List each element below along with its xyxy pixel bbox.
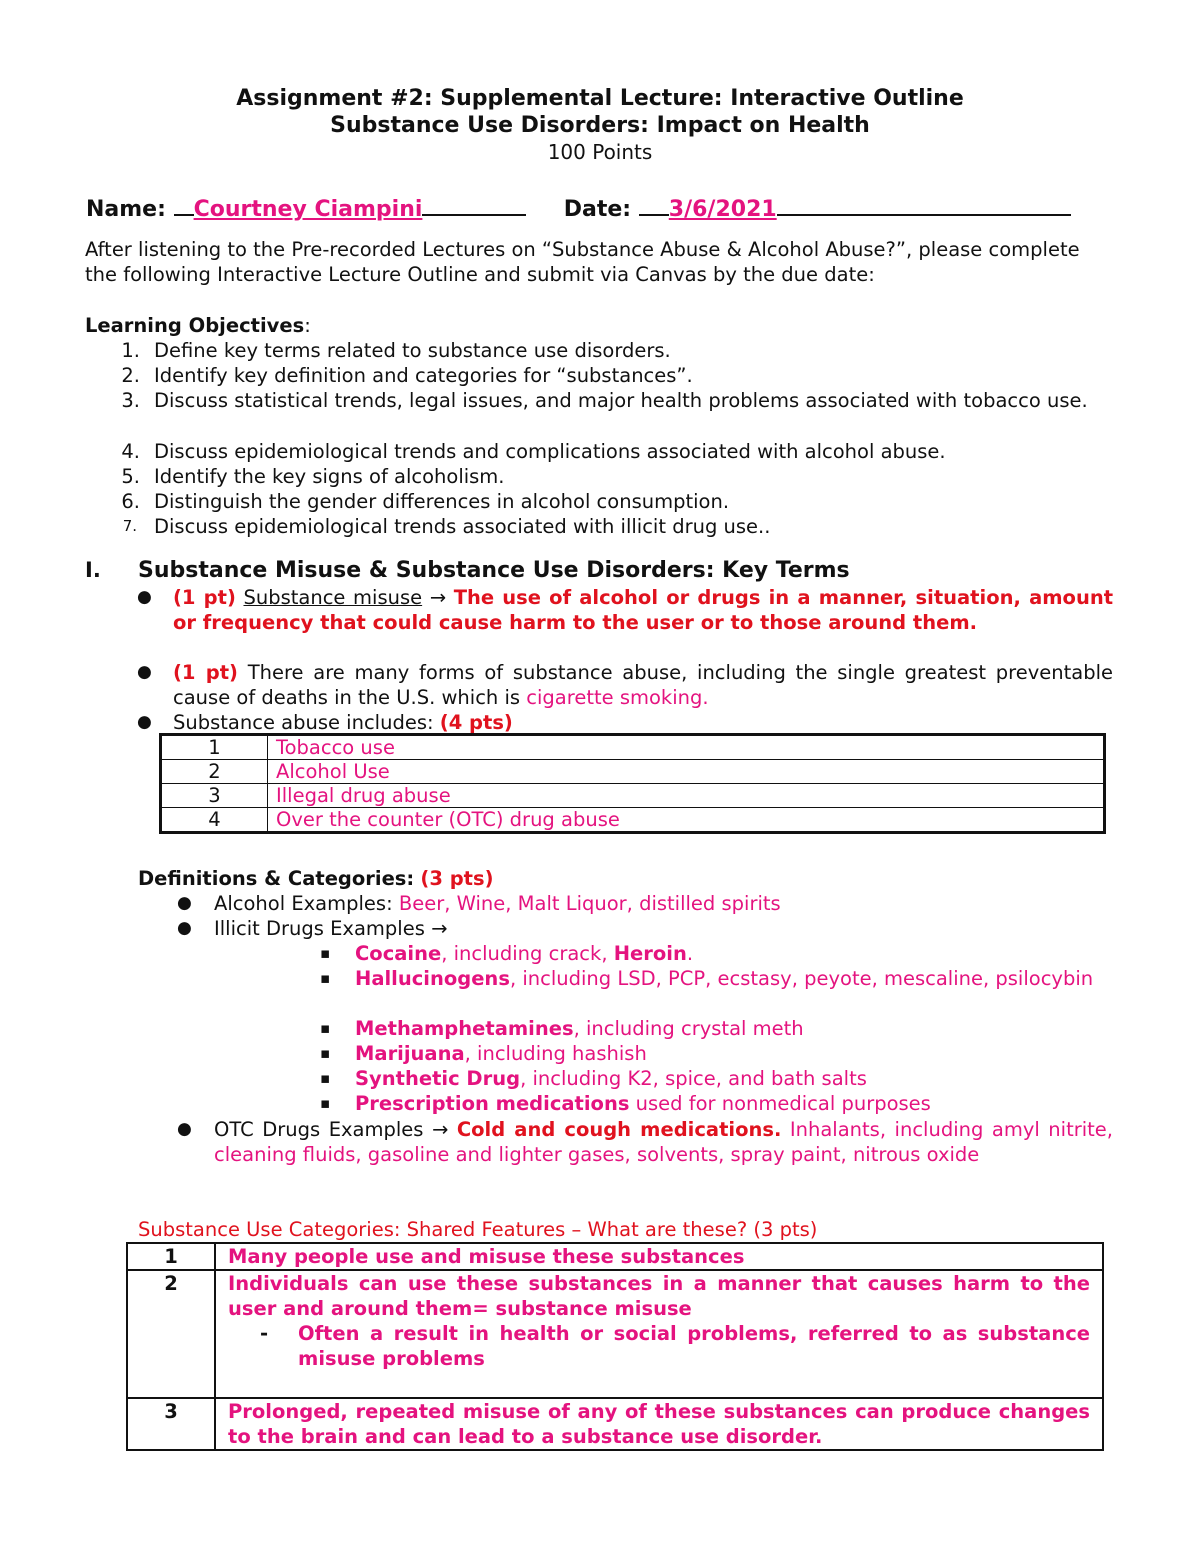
document-subtitle: Substance Use Disorders: Impact on Health bbox=[330, 113, 870, 138]
name-date-line bbox=[86, 192, 1071, 222]
square-bullet-icon: ▪ bbox=[320, 944, 331, 962]
table-row: 3 Illegal drug abuse bbox=[162, 784, 1104, 808]
objective-item: Discuss epidemiological trends associated with illicit drug use.. bbox=[154, 515, 771, 538]
bullet-icon: ● bbox=[177, 893, 192, 913]
name-value: Courtney Ciampini bbox=[193, 197, 423, 222]
abuse-table bbox=[161, 735, 1104, 832]
objective-item: Define key terms related to substance use disorders. bbox=[154, 339, 671, 362]
table-row: 4 Over the counter (OTC) drug abuse bbox=[162, 808, 1104, 832]
table-row: 3 Prolonged, repeated misuse of any of these substances can produce changes to the brain and can lead to a substance use disorder. bbox=[127, 1398, 1103, 1450]
assignment-title: Assignment #2: Supplemental Lecture: Interactive Outline bbox=[236, 86, 964, 111]
substance-misuse-definition: (1 pt) Substance misuse → The use of alcohol or drugs in a manner, situation, amount or frequency that could cause harm to the user or to those around them. bbox=[173, 586, 1114, 634]
otc-examples: OTC Drugs Examples → Cold and cough medications. Inhalants, including amyl nitrite, cleaning fluids, gasoline and lighter gases, solvents, spray paint, nitrous oxide bbox=[214, 1118, 1113, 1166]
square-bullet-icon: ▪ bbox=[320, 1069, 331, 1087]
square-bullet-icon: ▪ bbox=[320, 1094, 331, 1112]
section-heading: Substance Misuse & Substance Use Disorders: Key Terms bbox=[138, 558, 850, 583]
objectives-heading: Learning Objectives: bbox=[85, 314, 311, 337]
table-row: 2 Individuals can use these substances in a manner that causes harm to the user and around them= substance misuse - Often a result in health or social problems, referred to as substance misuse problems bbox=[127, 1270, 1103, 1398]
square-bullet-icon: ▪ bbox=[320, 969, 331, 987]
illicit-item: Hallucinogens, including LSD, PCP, ecstasy, peyote, mescaline, psilocybin bbox=[355, 967, 1094, 990]
objective-number: 3. bbox=[121, 389, 140, 412]
dash-bullet: - bbox=[260, 1322, 269, 1345]
objective-number: 4. bbox=[121, 440, 140, 463]
objective-number: 2. bbox=[121, 364, 140, 387]
alcohol-examples: Alcohol Examples: Beer, Wine, Malt Liquor, distilled spirits bbox=[214, 892, 781, 915]
bullet-icon: ● bbox=[177, 1119, 192, 1139]
date-label: Date: bbox=[563, 197, 632, 222]
square-bullet-icon: ▪ bbox=[320, 1044, 331, 1062]
date-value: 3/6/2021 bbox=[668, 197, 777, 222]
intro-paragraph: After listening to the Pre-recorded Lectures on “Substance Abuse & Alcohol Abuse?”, please complete the following Interactive Lecture Outline and submit via Canvas by the due date: bbox=[85, 238, 1080, 286]
objective-item: Discuss statistical trends, legal issues, and major health problems associated with tobacco use. bbox=[154, 389, 1088, 412]
illicit-item: Synthetic Drug, including K2, spice, and bath salts bbox=[355, 1067, 867, 1090]
objective-item: Distinguish the gender differences in alcohol consumption. bbox=[154, 490, 730, 513]
bullet-icon: ● bbox=[137, 712, 152, 732]
abuse-includes-label: Substance abuse includes: (4 pts) bbox=[173, 711, 513, 734]
objective-number: 5. bbox=[121, 465, 140, 488]
illicit-examples-label: Illicit Drugs Examples → bbox=[214, 917, 448, 940]
illicit-item: Methamphetamines, including crystal meth bbox=[355, 1017, 804, 1040]
objective-number: 7. bbox=[122, 517, 137, 535]
square-bullet-icon: ▪ bbox=[320, 1019, 331, 1037]
section-numeral: I. bbox=[85, 558, 101, 582]
illicit-item: Marijuana, including hashish bbox=[355, 1042, 647, 1065]
table-row: 2 Alcohol Use bbox=[162, 760, 1104, 784]
objective-number: 1. bbox=[121, 339, 140, 362]
objective-item: Identify key definition and categories for “substances”. bbox=[154, 364, 693, 387]
objective-item: Discuss epidemiological trends and complications associated with alcohol abuse. bbox=[154, 440, 946, 463]
preventable-cause-statement: (1 pt) There are many forms of substance abuse, including the single greatest preventable cause of deaths in the U.S. which is cigarette smoking. bbox=[173, 661, 1113, 709]
objective-item: Identify the key signs of alcoholism. bbox=[154, 465, 505, 488]
name-label: Name: bbox=[86, 197, 166, 222]
objective-number: 6. bbox=[121, 490, 140, 513]
bullet-icon: ● bbox=[137, 662, 152, 682]
definitions-heading: Definitions & Categories: (3 pts) bbox=[138, 867, 494, 890]
illicit-item: Prescription medications used for nonmedical purposes bbox=[355, 1092, 931, 1115]
table-row: 1 Tobacco use bbox=[162, 736, 1104, 760]
table-row: 1 Many people use and misuse these substances bbox=[127, 1243, 1103, 1270]
bullet-icon: ● bbox=[137, 587, 152, 607]
shared-features-table bbox=[126, 1242, 1104, 1451]
total-points: 100 Points bbox=[547, 140, 653, 164]
illicit-item: Cocaine, including crack, Heroin. bbox=[355, 942, 694, 965]
categories-heading: Substance Use Categories: Shared Features – What are these? (3 pts) bbox=[138, 1218, 818, 1241]
bullet-icon: ● bbox=[177, 918, 192, 938]
